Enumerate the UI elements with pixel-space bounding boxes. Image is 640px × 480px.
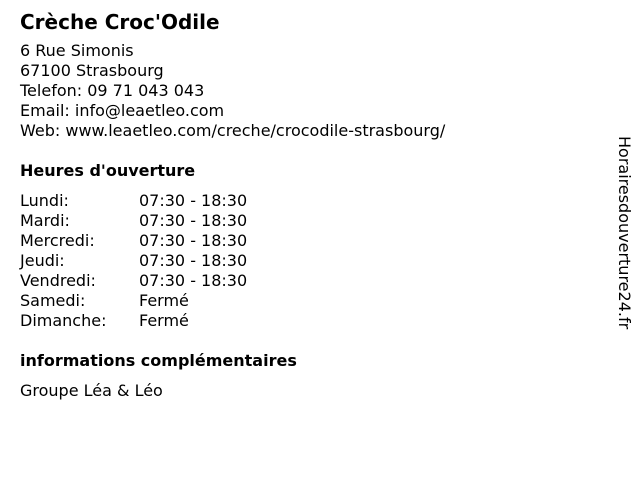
day-hours: 07:30 - 18:30 — [139, 271, 248, 290]
day-hours: 07:30 - 18:30 — [139, 231, 248, 250]
day-label: Vendredi: — [20, 271, 96, 290]
day-hours: 07:30 - 18:30 — [139, 251, 248, 270]
extra-info-heading: informations complémentaires — [20, 351, 297, 370]
business-card — [20, 10, 600, 401]
hours-row-jeudi — [20, 251, 600, 271]
hours-row-mercredi — [20, 231, 600, 251]
day-label: Dimanche: — [20, 311, 107, 330]
day-label: Jeudi: — [20, 251, 65, 270]
phone-number: Telefon: 09 71 043 043 — [20, 81, 205, 100]
day-hours: 07:30 - 18:30 — [139, 191, 248, 210]
website-link: Web: www.leaetleo.com/creche/crocodile-strasbourg/ — [20, 121, 446, 140]
opening-hours-heading: Heures d'ouverture — [20, 161, 196, 180]
business-name: Crèche Croc'Odile — [20, 10, 220, 34]
extra-info-text: Groupe Léa & Léo — [20, 381, 163, 400]
day-label: Samedi: — [20, 291, 86, 310]
hours-row-dimanche — [20, 311, 600, 331]
opening-hours-table — [20, 191, 600, 331]
day-hours: 07:30 - 18:30 — [139, 211, 248, 230]
day-label: Mardi: — [20, 211, 70, 230]
hours-row-mardi — [20, 211, 600, 231]
hours-row-vendredi — [20, 271, 600, 291]
day-label: Mercredi: — [20, 231, 95, 250]
day-hours: Fermé — [139, 311, 189, 330]
email-address: Email: info@leaetleo.com — [20, 101, 225, 120]
day-label: Lundi: — [20, 191, 69, 210]
hours-row-samedi — [20, 291, 600, 311]
site-watermark: Horairesdouverture24.fr — [615, 136, 634, 330]
hours-row-lundi — [20, 191, 600, 211]
city-address: 67100 Strasbourg — [20, 61, 164, 80]
day-hours: Fermé — [139, 291, 189, 310]
street-address: 6 Rue Simonis — [20, 41, 134, 60]
